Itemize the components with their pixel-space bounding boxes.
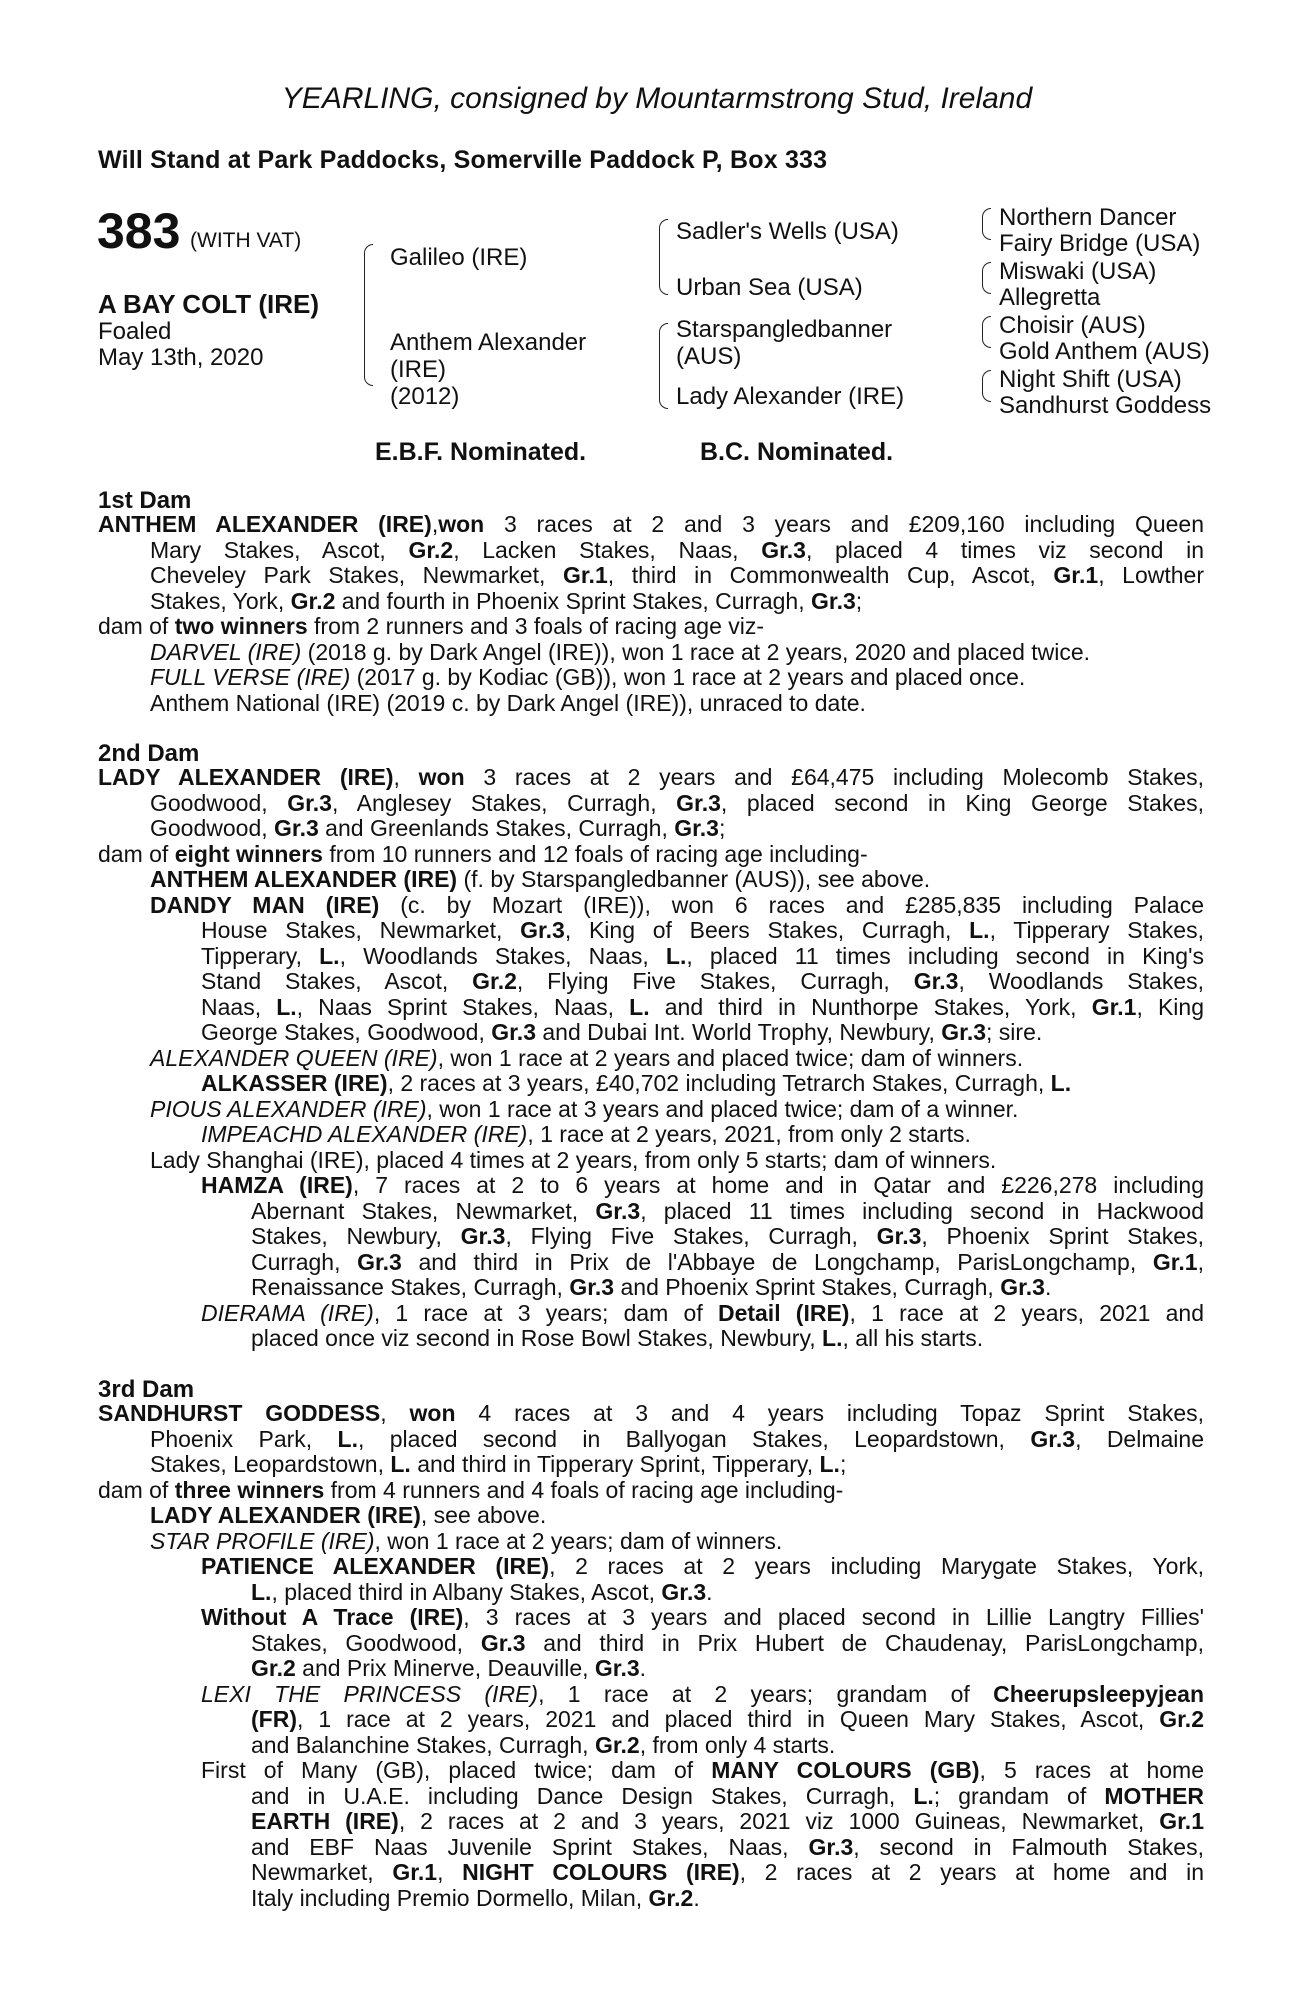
dam2-line <box>98 765 1204 791</box>
text-run: ALEXANDER QUEEN (IRE) <box>150 1044 438 1071</box>
text-run: L. <box>1050 1070 1072 1096</box>
dam2-line <box>98 1326 1204 1352</box>
text-run: , second in Falmouth Stakes, <box>853 1833 1204 1860</box>
text-run: LEXI THE PRINCESS (IRE) <box>201 1680 539 1707</box>
text-run: NIGHT COLOURS (IRE) <box>462 1859 740 1885</box>
text-run: George Stakes, Goodwood, <box>201 1019 492 1045</box>
text-run: , 2 races at 2 years including Marygate Stakes, York, <box>549 1553 1205 1579</box>
text-run: , King <box>1136 993 1204 1020</box>
dam3-line <box>98 1427 1204 1453</box>
text-run: Without A Trace (IRE) <box>201 1604 464 1630</box>
text-run: L. <box>337 1425 358 1452</box>
text-run: , placed third in Albany Stakes, Ascot, <box>271 1578 662 1605</box>
text-run: , 2 races at 2 and 3 years, 2021 viz 1000 Guineas, Newmarket, <box>398 1808 1160 1834</box>
text-run: , placed 11 times including second in King's <box>686 942 1204 969</box>
text-run: won <box>418 764 465 790</box>
text-run: , King of Beers Stakes, Curragh, <box>564 917 970 943</box>
dam1-text <box>98 512 1204 716</box>
pedigree-sire: Galileo (IRE) <box>390 244 528 271</box>
dam1-line <box>98 640 1204 666</box>
text-run: House Stakes, Newmarket, <box>201 917 521 943</box>
text-run: , Flying Five Stakes, Curragh, <box>505 1223 877 1249</box>
bc-nomination: B.C. Nominated. <box>700 438 894 466</box>
text-run: EARTH (IRE) <box>251 1808 399 1834</box>
pedigree-ggen: Sandhurst Goddess <box>999 392 1212 419</box>
dam3-line <box>98 1707 1204 1733</box>
text-run: L. <box>390 1451 411 1477</box>
text-run: 4 races at 3 and 4 years including Topaz Sprint Stakes, <box>455 1400 1204 1426</box>
foaled-label: Foaled <box>98 318 172 345</box>
dam3-line <box>98 1529 1204 1555</box>
text-run: , Lowther <box>1098 562 1205 588</box>
dam2-line <box>98 1301 1204 1327</box>
text-run: Gr.2 <box>251 1655 296 1681</box>
pedigree-brace <box>982 208 991 240</box>
dam2-line <box>98 1046 1204 1072</box>
pedigree-dam-line3: (2012) <box>390 383 460 410</box>
page-heading: YEARLING, consigned by Mountarmstrong Stud, Ireland <box>281 82 1033 115</box>
text-run: , <box>1197 1248 1204 1275</box>
dam3-line <box>98 1478 1204 1504</box>
text-run: Gr.3 <box>480 1629 526 1656</box>
dam2-title: 2nd Dam <box>98 740 200 767</box>
text-run: dam of <box>98 840 175 867</box>
text-run: , 1 race at 2 years, 2021 and <box>849 1299 1205 1326</box>
dam2-line <box>98 791 1204 817</box>
pedigree-grandsire-2-line1: Starspangledbanner <box>676 316 893 343</box>
dam2-line <box>98 842 1204 868</box>
text-run: Tipperary, <box>201 942 320 969</box>
pedigree-dam-line1: Anthem Alexander <box>390 329 587 356</box>
text-run: three winners <box>174 1476 325 1503</box>
dam1-line <box>98 691 1204 717</box>
text-run: and third in Prix Hubert de Chaudenay, ParisLongchamp, <box>525 1629 1204 1656</box>
text-run: . <box>706 1578 713 1605</box>
pedigree-ggen: Gold Anthem (AUS) <box>999 338 1210 365</box>
text-run: Gr.3 <box>876 1223 922 1249</box>
vat-label: (WITH VAT) <box>190 229 302 252</box>
text-run: Gr.3 <box>1000 1274 1045 1300</box>
dam3-line <box>98 1580 1204 1606</box>
dam3-line <box>98 1401 1204 1427</box>
text-run: L. <box>822 1325 843 1351</box>
text-run: ; <box>839 1451 847 1477</box>
text-run: and Balanchine Stakes, Curragh, <box>251 1731 595 1758</box>
text-run: DIERAMA (IRE) <box>201 1299 374 1326</box>
dam3-line <box>98 1784 1204 1810</box>
dam2-line <box>98 944 1204 970</box>
dam1-line <box>98 563 1204 589</box>
dam3-line <box>98 1631 1204 1657</box>
pedigree-brace <box>982 370 991 402</box>
text-run: , won 1 race at 3 years and placed twice; dam of a winner. <box>426 1095 1019 1122</box>
text-run: IMPEACHD ALEXANDER (IRE) <box>201 1121 528 1147</box>
text-run: , placed 4 times viz second in <box>805 536 1204 563</box>
dam1-line <box>98 665 1204 691</box>
stand-location: Will Stand at Park Paddocks, Somerville Paddock P, Box 333 <box>98 146 828 174</box>
text-run: won <box>438 511 485 537</box>
text-run: L. <box>665 942 687 969</box>
text-run: and third in Tipperary Sprint, Tipperary, <box>410 1451 820 1477</box>
text-run: Stakes, Leopardstown, <box>150 1451 391 1477</box>
text-run: , from only 4 starts. <box>639 1731 836 1758</box>
text-run: Gr.2 <box>594 1731 640 1758</box>
dam3-line <box>98 1886 1204 1912</box>
dam1-line <box>98 538 1204 564</box>
text-run: Gr.2 <box>290 587 336 614</box>
text-run: Gr.2 <box>1159 1706 1204 1732</box>
text-run: Gr.2 <box>472 968 517 994</box>
text-run: and fourth in Phoenix Sprint Stakes, Curragh, <box>335 587 812 614</box>
text-run: Phoenix Park, <box>150 1425 338 1452</box>
text-run: (FR) <box>251 1706 297 1732</box>
pedigree-ggen: Fairy Bridge (USA) <box>999 230 1201 257</box>
text-run: Gr.1 <box>1091 993 1137 1020</box>
text-run: , Delmaine <box>1075 1425 1204 1452</box>
text-run: Newmarket, <box>251 1859 393 1885</box>
dam2-line <box>98 1020 1204 1046</box>
text-run: and in U.A.E. including Dance Design Stakes, Curragh, <box>251 1782 914 1809</box>
text-run: MANY COLOURS (GB) <box>711 1757 980 1783</box>
text-run: , Woodlands Stakes, Naas, <box>339 942 666 969</box>
text-run: Gr.3 <box>569 1274 615 1300</box>
pedigree-brace <box>364 244 373 386</box>
text-run: , Phoenix Sprint Stakes, <box>921 1223 1204 1249</box>
text-run: Gr.3 <box>761 536 806 563</box>
text-run: Stakes, York, <box>150 587 291 614</box>
text-run: , 1 race at 2 years, 2021 and placed third in Queen Mary Stakes, Ascot, <box>296 1706 1160 1732</box>
text-run: Italy including Premio Dormello, Milan, <box>251 1884 649 1911</box>
dam2-line <box>98 1275 1204 1301</box>
text-run: and third in Prix de l'Abbaye de Longchamp, ParisLongchamp, <box>401 1248 1153 1275</box>
text-run: , third in Commonwealth Cup, Ascot, <box>607 562 1054 588</box>
text-run: (c. by Mozart (IRE)), won 6 races and £285,835 including Palace <box>379 891 1204 918</box>
text-run: L. <box>319 942 340 969</box>
text-run: Gr.2 <box>648 1884 694 1911</box>
pedigree-brace <box>982 316 991 348</box>
text-run: 3 races at 2 years and £64,475 including Molecomb Stakes, <box>464 764 1204 790</box>
text-run: from 10 runners and 12 foals of racing age including- <box>322 840 868 867</box>
text-run: Gr.1 <box>562 562 608 588</box>
dam3-line <box>98 1554 1204 1580</box>
pedigree-ggen: Choisir (AUS) <box>999 312 1146 339</box>
text-run: and Prix Minerve, Deauville, <box>295 1655 595 1681</box>
text-run: MOTHER <box>1104 1782 1204 1809</box>
dam2-line <box>98 1097 1204 1123</box>
pedigree-brace <box>982 262 991 294</box>
text-run: Cheerupsleepyjean <box>993 1680 1205 1707</box>
text-run: , 3 races at 3 years and placed second in Lillie Langtry Fillies' <box>463 1604 1205 1630</box>
dam2-line <box>98 1148 1204 1174</box>
dam2-text <box>98 765 1204 1352</box>
text-run: Cheveley Park Stakes, Newmarket, <box>150 562 563 588</box>
dam2-line <box>98 1199 1204 1225</box>
text-run: Gr.3 <box>595 1197 641 1224</box>
text-run: Renaissance Stakes, Curragh, <box>251 1274 570 1300</box>
text-run: ; <box>718 815 726 841</box>
text-run: , 7 races at 2 to 6 years at home and in Qatar and £226,278 including <box>352 1172 1204 1198</box>
text-run: SANDHURST GODDESS <box>98 1400 381 1426</box>
text-run: Gr.1 <box>1152 1248 1198 1275</box>
dam3-text <box>98 1401 1204 1911</box>
text-run: Gr.3 <box>661 1578 707 1605</box>
text-run: FULL VERSE (IRE) <box>150 664 351 690</box>
text-run: HAMZA (IRE) <box>201 1172 353 1198</box>
text-run: dam of <box>98 1476 175 1503</box>
text-run: Detail (IRE) <box>717 1299 850 1326</box>
text-run: Stakes, Goodwood, <box>251 1629 481 1656</box>
text-run: Stand Stakes, Ascot, <box>201 968 473 994</box>
text-run: . <box>693 1884 700 1911</box>
text-run: L. <box>629 993 650 1020</box>
text-run: and Phoenix Sprint Stakes, Curragh, <box>614 1274 1001 1300</box>
text-run: Gr.3 <box>460 1223 506 1249</box>
dam2-line <box>98 969 1204 995</box>
text-run: LADY ALEXANDER (IRE) <box>98 764 394 790</box>
foaled-date: May 13th, 2020 <box>98 344 264 371</box>
ebf-nomination: E.B.F. Nominated. <box>375 438 587 466</box>
dam3-title: 3rd Dam <box>98 1376 195 1403</box>
text-run: dam of <box>98 613 175 639</box>
text-run: , placed second in King George Stakes, <box>720 789 1204 816</box>
text-run: from 4 runners and 4 foals of racing age including- <box>324 1476 844 1503</box>
text-run: L. <box>969 917 990 943</box>
text-run: , <box>380 1400 410 1426</box>
text-run: ANTHEM ALEXANDER (IRE) <box>98 511 432 537</box>
text-run: won <box>409 1400 456 1426</box>
pedigree-brace <box>659 219 668 295</box>
text-run: L. <box>251 1578 272 1605</box>
text-run: from 2 runners and 3 foals of racing age viz- <box>307 613 765 639</box>
dam3-line <box>98 1835 1204 1861</box>
text-run: . <box>1044 1274 1052 1300</box>
pedigree-ggen: Northern Dancer <box>999 204 1177 231</box>
text-run: , 1 race at 3 years; dam of <box>373 1299 718 1326</box>
dam2-line <box>98 918 1204 944</box>
dam3-line <box>98 1656 1204 1682</box>
dam3-line <box>98 1809 1204 1835</box>
text-run: and Dubai Int. World Trophy, Newbury, <box>536 1019 942 1045</box>
pedigree-ggen: Night Shift (USA) <box>999 366 1182 393</box>
text-run: 3 races at 2 and 3 years and £209,160 including Queen <box>484 511 1204 537</box>
text-run: Gr.3 <box>491 1019 536 1045</box>
text-run: First of Many (GB), placed twice; dam of <box>201 1757 712 1783</box>
dam2-line <box>98 1122 1204 1148</box>
text-run: , 2 races at 3 years, £40,702 including Tetrarch Stakes, Curragh, <box>387 1070 1051 1096</box>
text-run: . <box>639 1655 647 1681</box>
text-run: Gr.1 <box>1159 1808 1204 1834</box>
text-run: , <box>431 511 439 537</box>
text-run: Naas, <box>201 993 277 1020</box>
text-run: , won 1 race at 2 years and placed twice; dam of winners. <box>437 1044 1024 1071</box>
text-run: two winners <box>174 613 308 639</box>
text-run: LADY ALEXANDER (IRE) <box>150 1502 421 1528</box>
dam2-line <box>98 893 1204 919</box>
text-run: , see above. <box>420 1502 547 1528</box>
text-run: Gr.3 <box>520 917 565 943</box>
dam1-line <box>98 589 1204 615</box>
text-run: , placed 11 times including second in Hackwood <box>640 1197 1204 1224</box>
dam3-line <box>98 1758 1204 1784</box>
text-run: , 2 races at 2 years at home and in <box>739 1859 1204 1885</box>
dam2-line <box>98 1071 1204 1097</box>
text-run: and EBF Naas Juvenile Sprint Stakes, Naas, <box>251 1833 809 1860</box>
text-run: , 1 race at 2 years, 2021, from only 2 starts. <box>527 1121 971 1147</box>
text-run: and third in Nunthorpe Stakes, York, <box>649 993 1092 1020</box>
text-run: , Anglesey Stakes, Curragh, <box>331 789 677 816</box>
text-run: Curragh, <box>251 1248 358 1275</box>
text-run: ANTHEM ALEXANDER (IRE) <box>150 866 458 892</box>
text-run: , Lacken Stakes, Naas, <box>453 536 762 563</box>
text-run: STAR PROFILE (IRE) <box>150 1527 375 1554</box>
dam2-line <box>98 867 1204 893</box>
pedigree-granddam-2: Lady Alexander (IRE) <box>676 383 905 410</box>
dam3-line <box>98 1452 1204 1478</box>
text-run: Gr.3 <box>594 1655 640 1681</box>
text-run: , <box>437 1859 463 1885</box>
dam3-line <box>98 1733 1204 1759</box>
text-run: and Greenlands Stakes, Curragh, <box>318 815 675 841</box>
text-run: Gr.3 <box>913 968 959 994</box>
pedigree-granddam-1: Urban Sea (USA) <box>676 274 863 301</box>
text-run: PIOUS ALEXANDER (IRE) <box>150 1095 427 1122</box>
pedigree-brace <box>659 323 668 409</box>
text-run: Gr.3 <box>357 1248 402 1275</box>
text-run: Gr.3 <box>808 1833 854 1860</box>
text-run: Gr.3 <box>1030 1425 1076 1452</box>
text-run: Gr.3 <box>674 815 719 841</box>
text-run: , placed second in Ballyogan Stakes, Leopardstown, <box>357 1425 1031 1452</box>
dam2-line <box>98 1250 1204 1276</box>
text-run: , <box>393 764 419 790</box>
pedigree-ggen: Miswaki (USA) <box>999 258 1157 285</box>
text-run: Gr.1 <box>392 1859 438 1885</box>
text-run: Gr.3 <box>287 789 332 816</box>
text-run: Goodwood, <box>150 815 275 841</box>
pedigree-dam-line2: (IRE) <box>390 356 446 383</box>
text-run: L. <box>819 1451 840 1477</box>
text-run: Stakes, Newbury, <box>251 1223 461 1249</box>
text-run: L. <box>913 1782 934 1809</box>
text-run: ; <box>855 587 863 614</box>
text-run: , Woodlands Stakes, <box>958 968 1205 994</box>
dam1-line <box>98 614 1204 640</box>
dam3-line <box>98 1682 1204 1708</box>
text-run: Gr.3 <box>676 789 721 816</box>
text-run: (f. by Starspangledbanner (AUS)), see above. <box>457 866 931 892</box>
dam2-line <box>98 995 1204 1021</box>
horse-name: A BAY COLT (IRE) <box>98 289 320 319</box>
text-run: Abernant Stakes, Newmarket, <box>251 1197 596 1224</box>
text-run: , won 1 race at 2 years; dam of winners. <box>374 1527 783 1554</box>
text-run: DANDY MAN (IRE) <box>150 891 380 918</box>
text-run: , Flying Five Stakes, Curragh, <box>516 968 914 994</box>
text-run: Mary Stakes, Ascot, <box>150 536 409 563</box>
text-run: ALKASSER (IRE) <box>201 1070 388 1096</box>
text-run: ; grandam of <box>933 1782 1105 1809</box>
text-run: Goodwood, <box>150 789 288 816</box>
text-run: (2017 g. by Kodiac (GB)), won 1 race at 2 years and placed once. <box>350 664 1026 690</box>
pedigree-grandsire-1: Sadler's Wells (USA) <box>676 218 899 245</box>
text-run: eight winners <box>174 840 323 867</box>
dam1-title: 1st Dam <box>98 487 192 514</box>
dam2-line <box>98 816 1204 842</box>
text-run: Gr.3 <box>274 815 319 841</box>
text-run: placed once viz second in Rose Bowl Stakes, Newbury, <box>251 1325 823 1351</box>
text-run: , 1 race at 2 years; grandam of <box>538 1680 994 1707</box>
text-run: L. <box>276 993 297 1020</box>
text-run: Lady Shanghai (IRE), placed 4 times at 2 years, from only 5 starts; dam of winners. <box>150 1146 997 1173</box>
text-run: (2018 g. by Dark Angel (IRE)), won 1 race at 2 years, 2020 and placed twice. <box>301 638 1091 665</box>
text-run: , 5 races at home <box>979 1757 1205 1783</box>
text-run: Gr.3 <box>811 587 856 614</box>
text-run: PATIENCE ALEXANDER (IRE) <box>201 1553 550 1579</box>
text-run: Gr.3 <box>941 1019 987 1045</box>
dam3-line <box>98 1503 1204 1529</box>
text-run: , all his starts. <box>842 1325 984 1351</box>
dam2-line <box>98 1173 1204 1199</box>
lot-number: 383 <box>97 203 181 259</box>
pedigree-grandsire-2-line2: (AUS) <box>676 343 742 370</box>
text-run: Gr.1 <box>1053 562 1099 588</box>
text-run: , Naas Sprint Stakes, Naas, <box>296 993 630 1020</box>
text-run: DARVEL (IRE) <box>150 638 302 665</box>
dam3-line <box>98 1860 1204 1886</box>
pedigree-ggen: Allegretta <box>999 284 1101 311</box>
text-run: , Tipperary Stakes, <box>989 917 1204 943</box>
dam1-line <box>98 512 1204 538</box>
dam2-line <box>98 1224 1204 1250</box>
text-run: ; sire. <box>986 1019 1043 1045</box>
text-run: Gr.2 <box>408 536 454 563</box>
dam3-line <box>98 1605 1204 1631</box>
text-run: Anthem National (IRE) (2019 c. by Dark Angel (IRE)), unraced to date. <box>150 689 866 716</box>
